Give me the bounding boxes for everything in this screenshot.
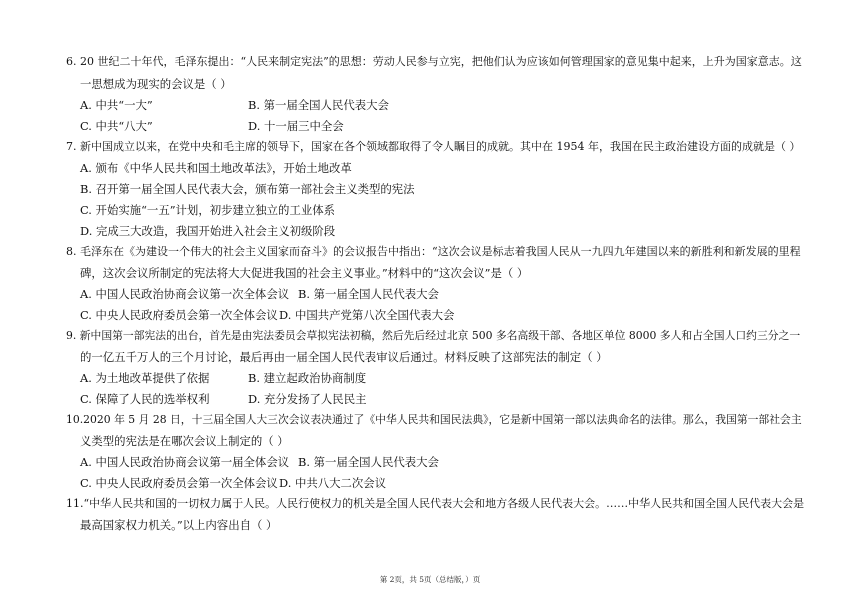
question-stem-line: 7. 新中国成立以来，在党中央和毛主席的领导下，国家在各个领域都取得了令人瞩目的成就。其中在 1954 年，我国在民主政治建设方面的成就是（ ） (66, 140, 801, 153)
option-b[interactable]: B. 建立起政治协商制度 (248, 371, 367, 385)
option-b[interactable]: B. 第一届全国人民代表大会 (298, 455, 439, 469)
question-stem-line: 的一亿五千万人的三个月讨论，最后再由一届全国人民代表审议后通过。材料反映了这部宪法的制定（ ） (80, 350, 608, 364)
option-c[interactable]: C. 保障了人民的选举权利 (80, 392, 210, 406)
option-b[interactable]: B. 召开第一届全国人民代表大会，颁布第一部社会主义类型的宪法 (80, 182, 415, 196)
question-stem-line: 最高国家权力机关。”以上内容出自（ ） (80, 518, 278, 532)
option-c[interactable]: C. 开始实施“一五”计划，初步建立独立的工业体系 (80, 203, 336, 217)
option-a[interactable]: A. 中国人民政治协商会议第一届全体会议 (80, 455, 290, 469)
question-stem-line: 9. 新中国第一部宪法的出台，首先是由宪法委员会草拟宪法初稿，然后先后经过北京 500 多名高级干部、各地区单位 8000 多人和占全国人口约三分之一 (66, 329, 801, 342)
question-stem-line: 8. 毛泽东在《为建设一个伟大的社会主义国家而奋斗》的会议报告中指出：“这次会议是标志着我国人民从一九四九年建国以来的新胜利和新发展的里程 (66, 245, 801, 258)
option-b[interactable]: B. 第一届全国人民代表大会 (298, 287, 439, 301)
question-stem-line: 一思想成为现实的会议是（ ） (80, 77, 232, 91)
question-stem-line: 10.2020 年 5 月 28 日，十三届全国人大三次会议表决通过了《中华人民共和国民法典》，它是新中国第一部以法典命名的法律。那么，我国第一部社会主 (66, 413, 802, 426)
option-a[interactable]: A. 中共“一大” (80, 98, 153, 112)
page-footer: 第 2页，共 5页（总结版，）页 (379, 575, 481, 584)
question-stem-line: 义类型的宪法是在哪次会议上制定的（ ） (80, 434, 289, 448)
option-c[interactable]: C. 中共“八大” (80, 119, 153, 133)
option-d[interactable]: D. 完成三大改造，我国开始进入社会主义初级阶段 (80, 224, 336, 238)
option-d[interactable]: D. 中国共产党第八次全国代表大会 (279, 308, 455, 322)
option-d[interactable]: D. 充分发扬了人民民主 (248, 392, 367, 406)
option-a[interactable]: A. 颁布《中华人民共和国土地改革法》，开始土地改革 (80, 161, 352, 175)
question-stem-line: 6. 20 世纪二十年代，毛泽东提出：“人民来制定宪法”的思想：劳动人民参与立宪，把他们认为应该如何管理国家的意见集中起来，上升为国家意志。这 (66, 55, 802, 68)
question-stem-line: 碑，这次会议所制定的宪法将大大促进我国的社会主义事业。”材料中的“这次会议”是（ ） (80, 266, 529, 280)
option-a[interactable]: A. 中国人民政治协商会议第一次全体会议 (80, 287, 290, 301)
option-b[interactable]: B. 第一届全国人民代表大会 (248, 98, 389, 112)
question-stem-line: 11.“中华人民共和国的一切权力属于人民。人民行使权力的机关是全国人民代表大会和地方各级人民代表大会。……中华人民共和国全国人民代表大会是 (66, 497, 805, 510)
option-d[interactable]: D. 中共八大二次会议 (279, 476, 387, 490)
option-c[interactable]: C. 中央人民政府委员会第一次全体会议 (80, 308, 278, 322)
option-a[interactable]: A. 为土地改革提供了依据 (80, 371, 210, 385)
option-c[interactable]: C. 中央人民政府委员会第一次全体会议 (80, 476, 278, 490)
option-d[interactable]: D. 十一届三中全会 (248, 119, 344, 133)
